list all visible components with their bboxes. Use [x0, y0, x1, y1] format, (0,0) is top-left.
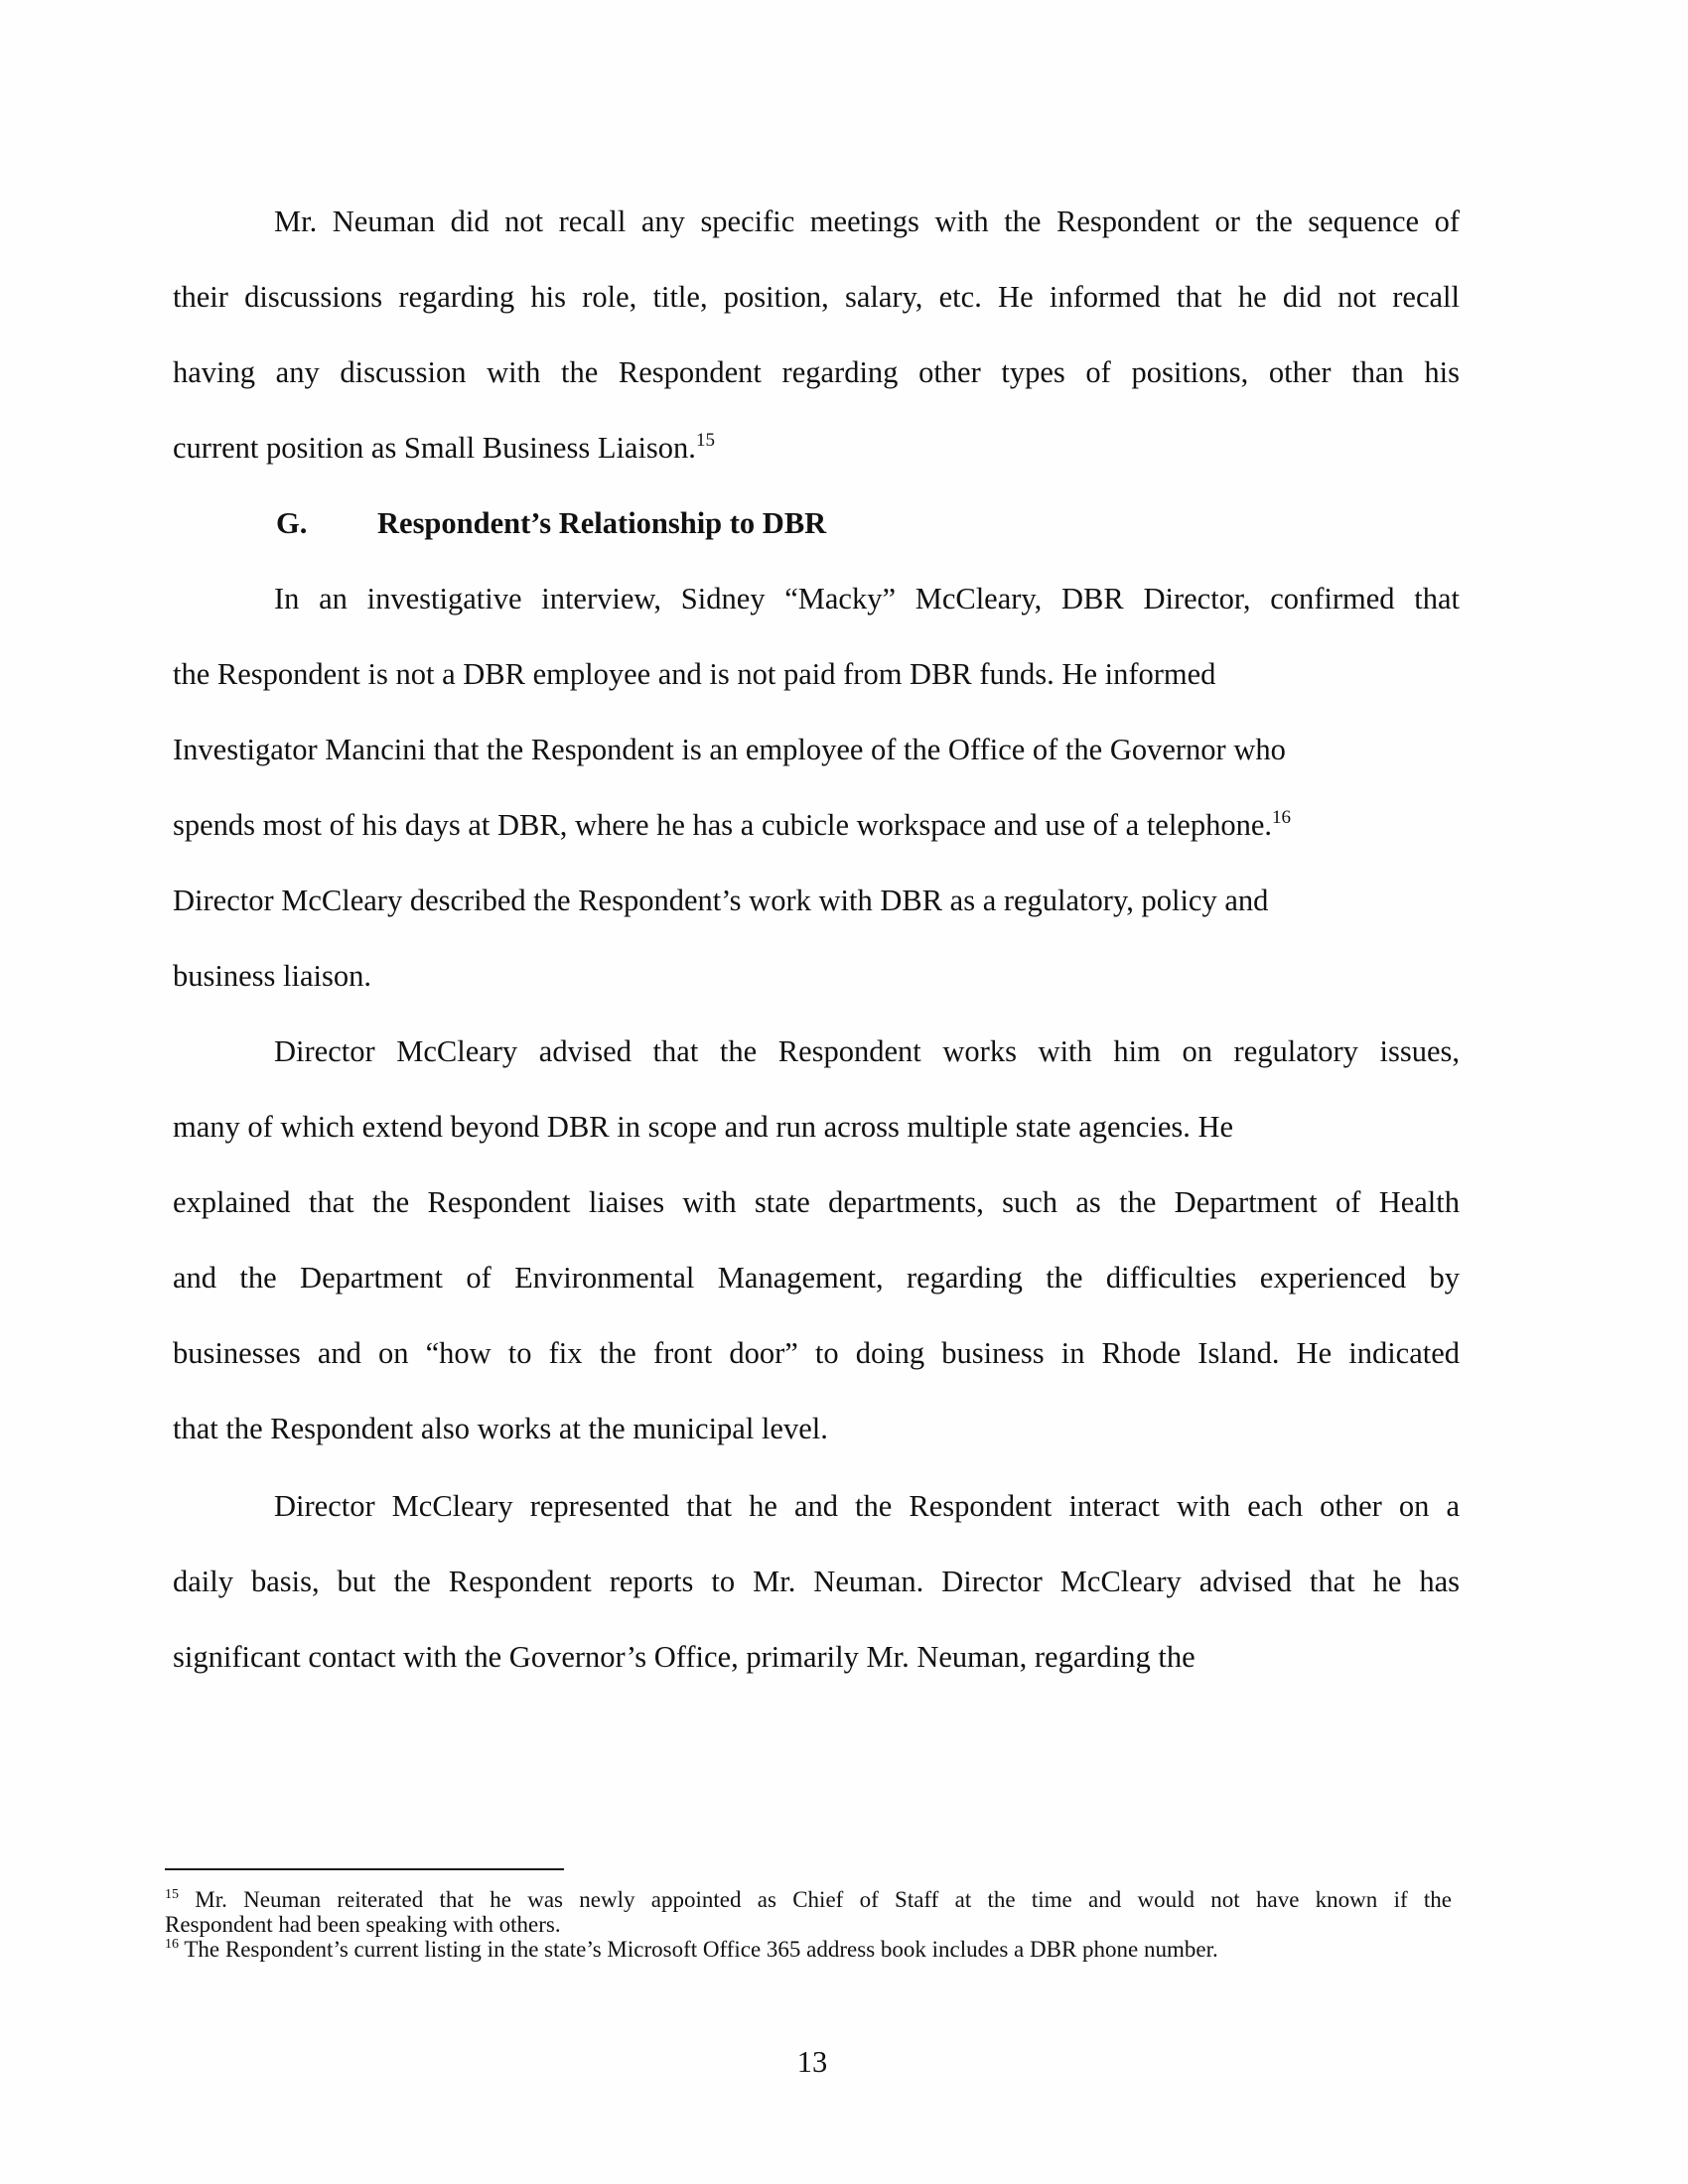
text-line [173, 806, 1460, 844]
footnote-15-continued: Respondent had been speaking with others. [165, 1912, 561, 1937]
text-line: that the Respondent also works at the municipal level. [173, 1412, 828, 1445]
text-line: daily basis, but the Respondent reports to Mr. Neuman. Director McCleary advised that he has [173, 1565, 1460, 1598]
text-line: Director McCleary described the Respondent’s work with DBR as a regulatory, policy and [173, 884, 1269, 917]
text-line: Director McCleary represented that he and the Respondent interact with each other on a [274, 1489, 1460, 1523]
text-line: explained that the Respondent liaises with state departments, such as the Department of Health [173, 1185, 1460, 1219]
text-line: the Respondent is not a DBR employee and is not paid from DBR funds. He informed [173, 657, 1216, 691]
text-line [173, 429, 1460, 467]
footnote-16 [165, 1937, 1452, 1963]
text-line: Mr. Neuman did not recall any specific meetings with the Respondent or the sequence of [274, 205, 1460, 238]
footnote-ref-15[interactable]: 15 [695, 430, 715, 451]
text-line-content: current position as Small Business Liaison. [173, 431, 696, 465]
footnote-ref-16[interactable]: 16 [1272, 807, 1292, 828]
page-number: 13 [796, 2045, 828, 2079]
footnote-separator [165, 1868, 564, 1870]
text-line: business liaison. [173, 959, 371, 993]
footnote-text: Mr. Neuman reiterated that he was newly appointed as Chief of Staff at the time and would not have known if the [195, 1887, 1453, 1912]
footnote-number: 16 [165, 1937, 179, 1952]
text-line: significant contact with the Governor’s Office, primarily Mr. Neuman, regarding the [173, 1640, 1196, 1674]
text-line: many of which extend beyond DBR in scope and run across multiple state agencies. He [173, 1110, 1234, 1144]
text-line: businesses and on “how to fix the front door” to doing business in Rhode Island. He indicated [173, 1336, 1460, 1370]
footnote-15 [165, 1887, 1452, 1913]
text-line: Director McCleary advised that the Respondent works with him on regulatory issues, [274, 1034, 1460, 1068]
text-line: having any discussion with the Respondent regarding other types of positions, other than his [173, 355, 1460, 389]
text-line: In an investigative interview, Sidney “Macky” McCleary, DBR Director, confirmed that [274, 582, 1460, 615]
text-line: and the Department of Environmental Management, regarding the difficulties experienced by [173, 1261, 1460, 1295]
text-line: their discussions regarding his role, title, position, salary, etc. He informed that he did not recall [173, 280, 1460, 314]
section-letter: G. [276, 506, 308, 540]
text-line: Investigator Mancini that the Respondent is an employee of the Office of the Governor who [173, 733, 1286, 766]
section-title: Respondent’s Relationship to DBR [377, 506, 827, 540]
footnote-number: 15 [165, 1887, 179, 1902]
text-line-content: spends most of his days at DBR, where he has a cubicle workspace and use of a telephone. [173, 808, 1273, 842]
footnote-text: The Respondent’s current listing in the state’s Microsoft Office 365 address book includes a DBR phone number. [184, 1937, 1218, 1962]
